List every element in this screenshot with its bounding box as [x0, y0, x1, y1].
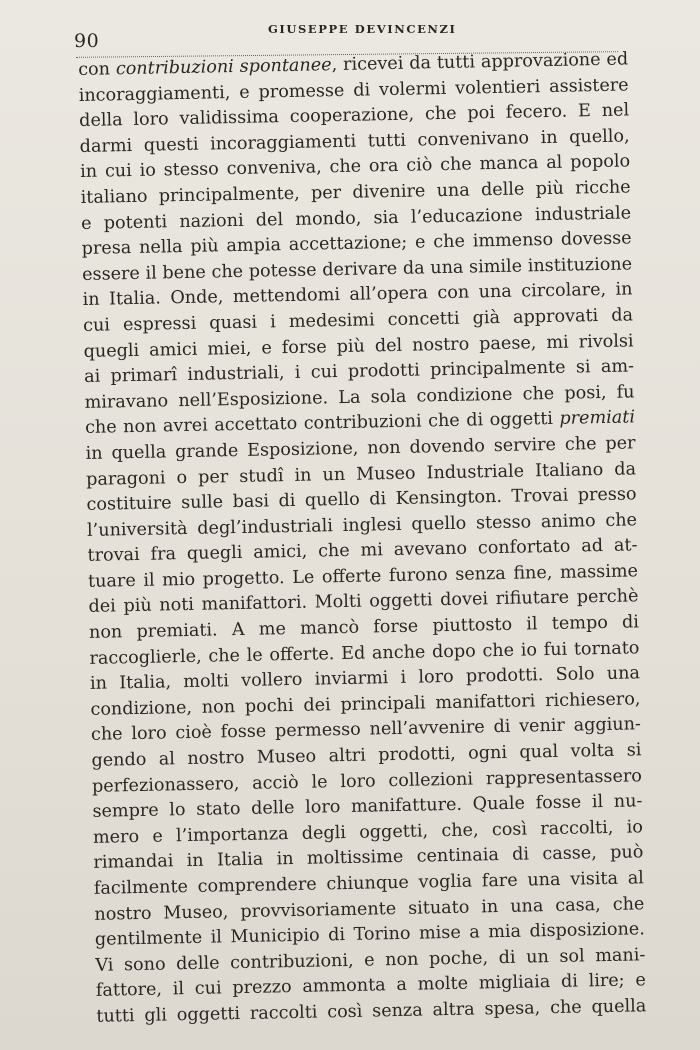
- line-text: non premiati. A me mancò forse piuttosto il tempo di: [88, 612, 640, 643]
- line-text: ai primarî industriali, i cui prodotti principalmente si am-: [83, 356, 635, 388]
- line-text: in Italia. Onde, mettendomi all’opera con una circolare, in: [82, 279, 633, 311]
- line-text: Vi sono delle contribuzioni, e non poche, di un sol mani-: [95, 945, 646, 976]
- running-head: GIUSEPPE DEVINCENZI: [268, 22, 457, 36]
- line-text: gendo al nostro Museo altri prodotti, ogni qual volta si: [91, 740, 642, 771]
- line-text: della loro validissima cooperazione, che poi fecero. E nel: [79, 100, 630, 132]
- line-text: cui espressi quasi i medesimi concetti già approvati da: [82, 305, 634, 336]
- line-text: in Italia, molti vollero inviarmi i loro prodotti. Solo una: [89, 663, 641, 695]
- line-text: fattore, il cui prezzo ammonta a molte migliaia di lire; e: [95, 970, 647, 1002]
- line-text: miravano nell’Esposizione. La sola condizione che posi, fu: [84, 382, 635, 413]
- line-text: paragoni o per studî in un Museo Industriale Italiano da: [85, 458, 637, 490]
- line-text: mero e l’importanza degli oggetti, che, così raccolti, io: [92, 817, 644, 848]
- line-text: dei più noti manifattori. Molti oggetti dovei rifiutare perchè: [88, 586, 639, 618]
- line-text: in quella grande Esposizione, non dovendo servire che per: [85, 433, 636, 464]
- line-text: italiano principalmente, per divenire una delle più ricche: [80, 177, 631, 208]
- line-text: essere il bene che potesse derivare da una simile instituzione: [81, 254, 633, 285]
- italic-text: premiati: [559, 407, 636, 430]
- line-text: in cui io stesso conveniva, che ora ciò che manca al popolo: [80, 151, 631, 183]
- line-text: costituire sulle basi di quello di Kensington. Trovai presso: [86, 484, 637, 516]
- line-text: che non avrei accettato contribuzioni che di oggetti: [84, 409, 560, 439]
- line-text: sempre lo stato delle loro manifatture. Quale fosse il nu-: [92, 791, 643, 823]
- body-text: [78, 47, 647, 1030]
- line-text: quegli amici miei, e forse più del nostro paese, mi rivolsi: [83, 330, 634, 362]
- line-text: e potenti nazioni del mondo, sia l’educazione industriale: [80, 202, 632, 234]
- line-text: , ricevei da tutti approvazione ed: [331, 49, 629, 76]
- line-text: l’università degl’industriali inglesi quello stesso animo che: [86, 510, 638, 541]
- line-text: presa nella più ampia accettazione; e che immenso dovesse: [81, 228, 632, 260]
- line-text: raccoglierle, che le offerte. Ed anche dopo che io fui tornato: [89, 637, 640, 669]
- line-text: tutti gli oggetti raccolti così senza altra spesa, che quella: [96, 996, 647, 1027]
- line-text: che loro cioè fosse permesso nell’avvenire di venir aggiun-: [90, 714, 642, 746]
- italic-text: contribuzioni spontanee: [115, 55, 332, 80]
- line-text: rimandai in Italia in moltissime centinaia di casse, può: [93, 842, 644, 874]
- page-number: 90: [74, 30, 100, 52]
- line-text: tuare il mio progetto. Le offerte furono senza fine, massime: [87, 561, 639, 592]
- line-text: nostro Museo, provvisoriamente situato in una casa, che: [94, 893, 645, 925]
- line-text: perfezionassero, acciò le loro collezioni rappresentassero: [91, 765, 643, 797]
- line-text: trovai fra quegli amici, che mi avevano confortato ad at-: [87, 535, 638, 567]
- line-text: gentilmente il Municipio di Torino mise a mia disposizione.: [94, 919, 646, 951]
- line-text: incoraggiamenti, e promesse di volermi volentieri assistere: [78, 75, 629, 106]
- line-text: facilmente comprendere chiunque voglia fare una visita al: [93, 868, 645, 899]
- line-text: darmi questi incoraggiamenti tutti convenivano in quello,: [79, 126, 630, 157]
- line-text: condizione, non pochi dei principali manifattori richiesero,: [90, 689, 641, 720]
- line-text: con: [78, 59, 117, 80]
